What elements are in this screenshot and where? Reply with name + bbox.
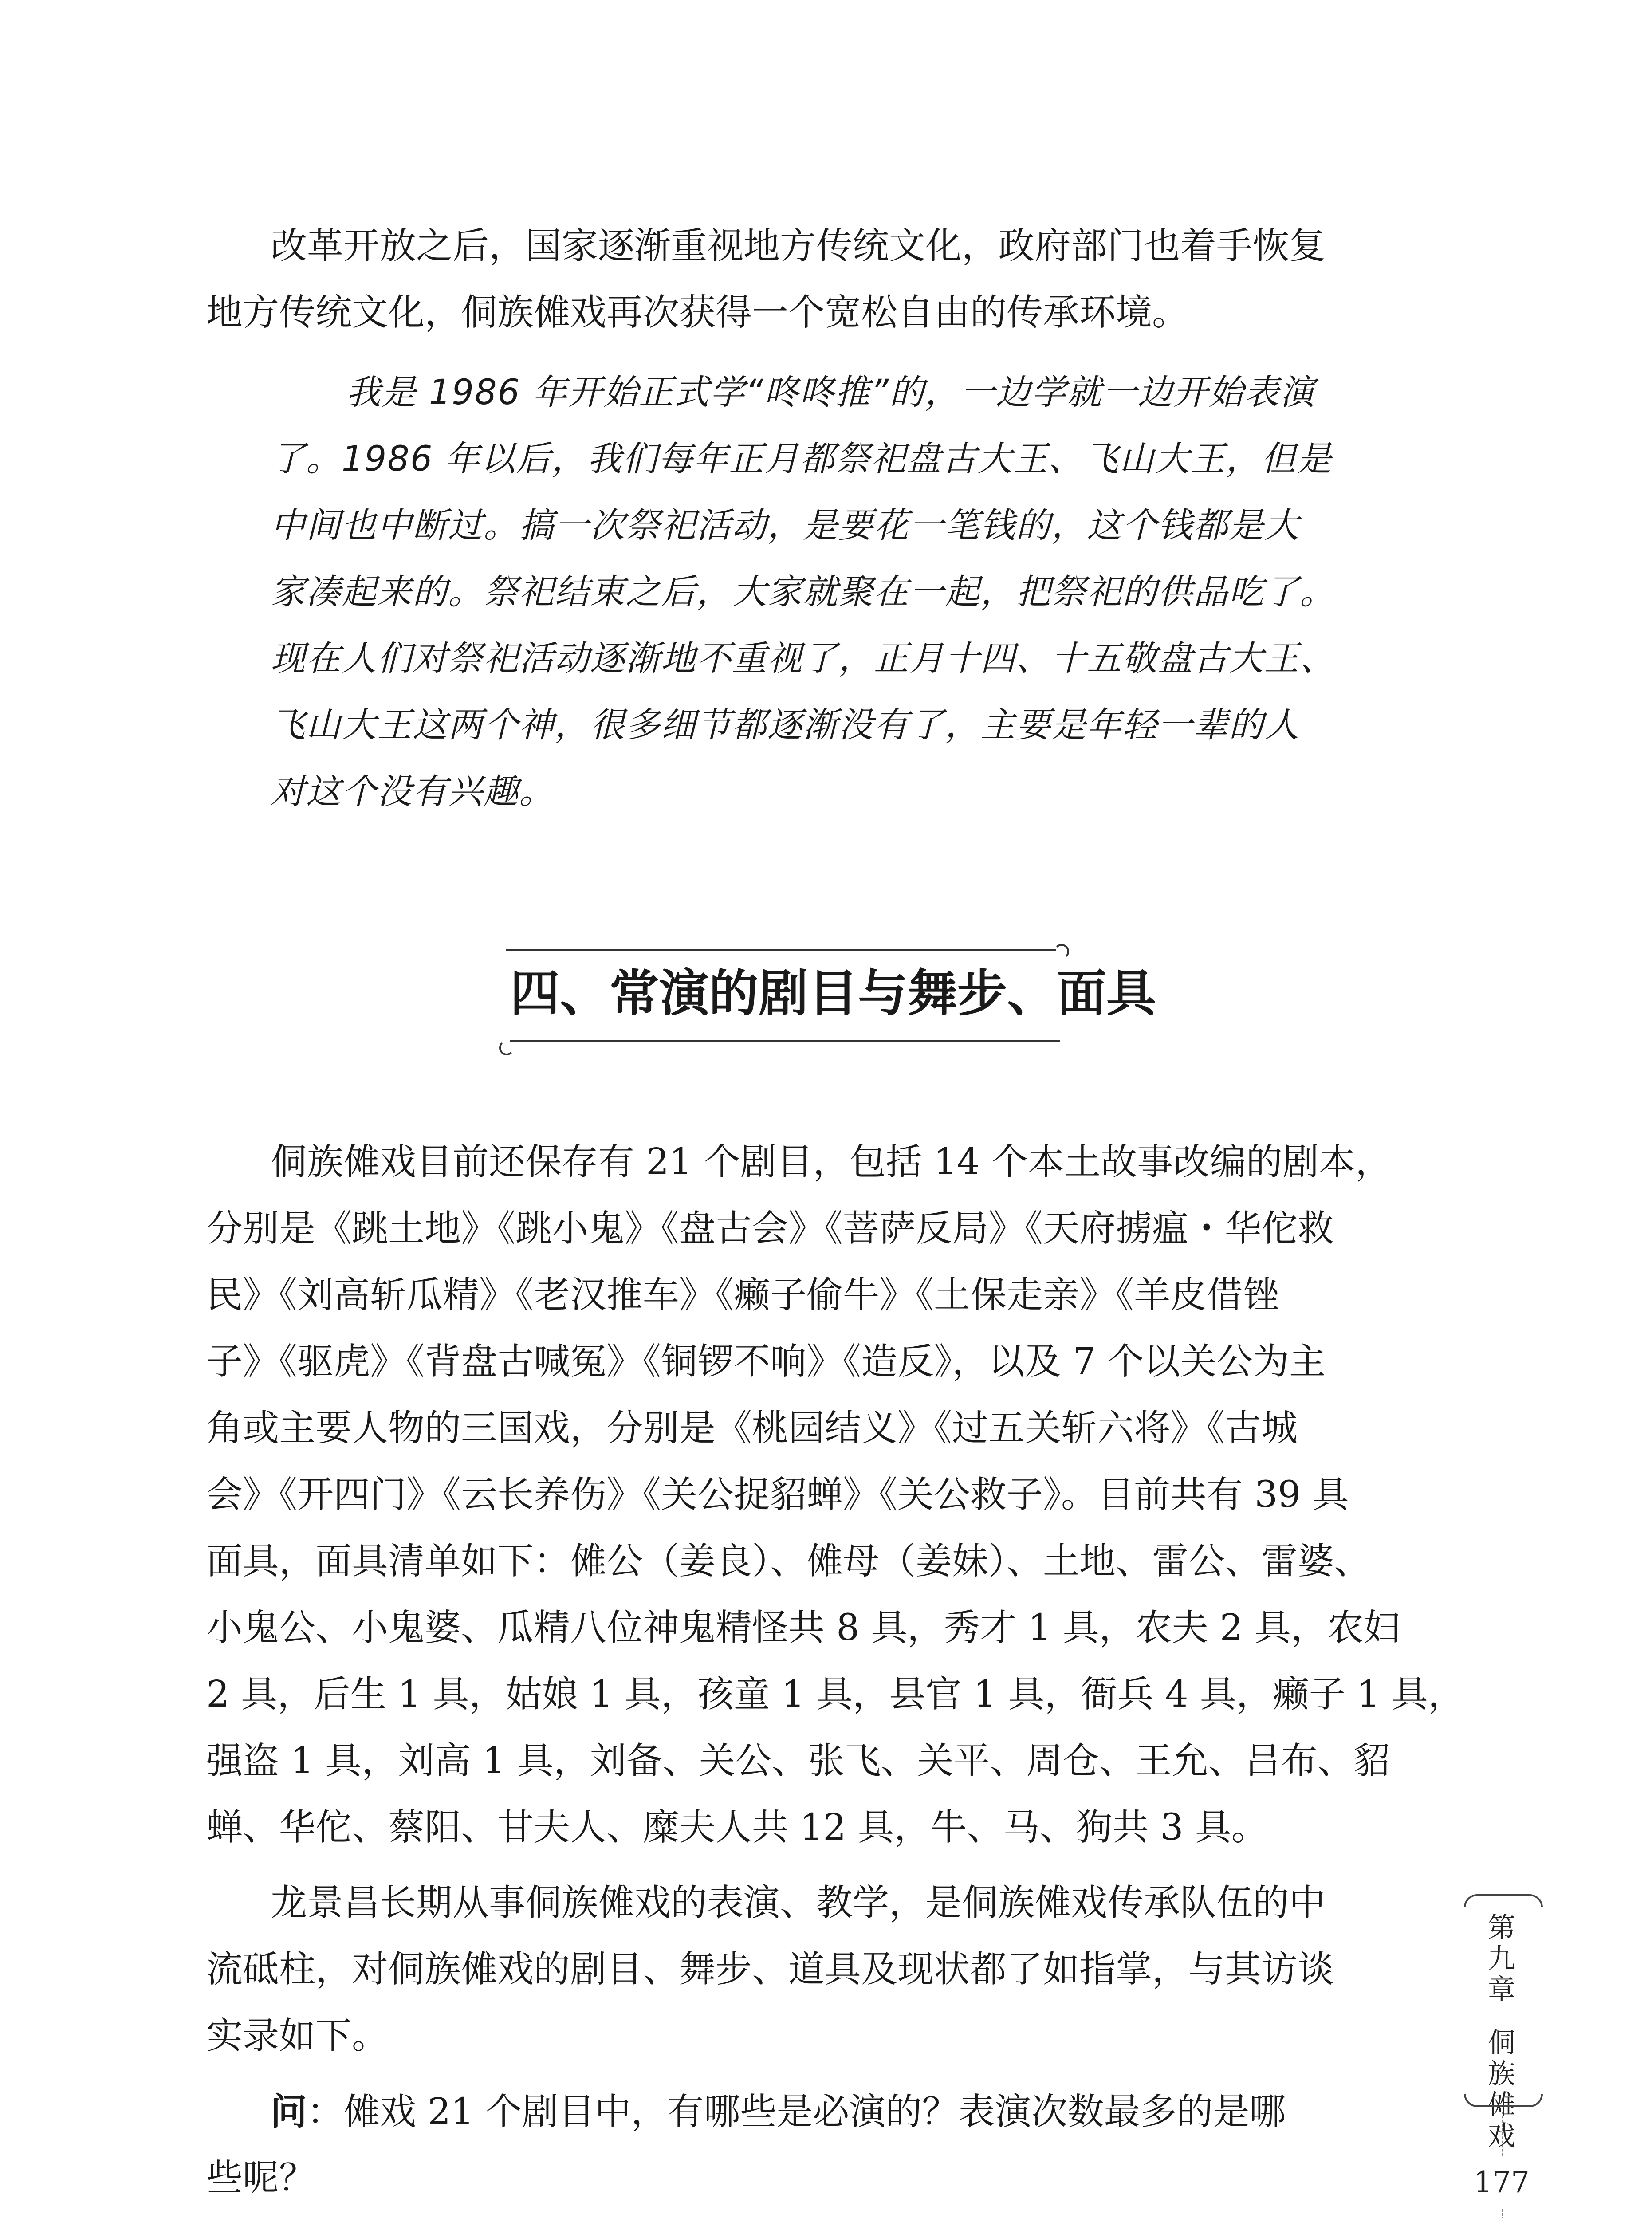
text-line: 流砥柱，对侗族傩戏的剧目、舞步、道具及现状都了如指掌，与其访谈 xyxy=(206,1948,1334,1990)
text-line: 地方传统文化，侗族傩戏再次获得一个宽松自由的传承环境。 xyxy=(206,291,1189,334)
question-line: 些呢？ xyxy=(206,2157,316,2199)
question-label: 问 xyxy=(271,2090,307,2133)
text-line: 2 具，后生 1 具，姑娘 1 具，孩童 1 具，县官 1 具，衙兵 4 具，癞子 1 具， xyxy=(206,1673,1465,1715)
text-line: 小鬼公、小鬼婆、瓜精八位神鬼精怪共 8 具，秀才 1 具，农夫 2 具，农妇 xyxy=(206,1607,1400,1649)
question-line xyxy=(271,2089,1442,2134)
heading-top-rule xyxy=(506,949,1056,951)
margin-dash-line xyxy=(1502,2209,1503,2218)
tab-chapter-title: 侗族傩戏 xyxy=(1487,2026,1515,2152)
quote-line: 飞山大王这两个神，很多细节都逐渐没有了，主要是年轻一辈的人 xyxy=(271,705,1300,745)
quote-line: 我是 1986 年开始正式学“咚咚推”的，一边学就一边开始表演 xyxy=(346,373,1315,413)
text-line: 龙景昌长期从事侗族傩戏的表演、教学，是侗族傩戏传承队伍的中 xyxy=(271,1882,1326,1924)
quote-line: 对这个没有兴趣。 xyxy=(271,772,555,812)
text-line: 强盗 1 具，刘高 1 具，刘备、关公、张飞、关平、周仓、王允、吕布、貂 xyxy=(206,1740,1390,1782)
text-line: 分别是《跳土地》《跳小鬼》《盘古会》《菩萨反局》《天府掳瘟・华佗救 xyxy=(206,1207,1334,1250)
quote-line: 了。1986 年以后，我们每年正月都祭祀盘古大王、飞山大王，但是 xyxy=(271,439,1333,479)
text-line: 实录如下。 xyxy=(206,2015,389,2057)
chapter-side-tab xyxy=(1464,1894,1539,2152)
tab-chapter-label: 第九章 xyxy=(1487,1911,1515,2006)
text-line: 面具，面具清单如下：傩公（姜良）、傩母（姜妹）、土地、雷公、雷婆、 xyxy=(206,1540,1371,1582)
question-text: ：傩戏 21 个剧目中，有哪些是必演的？表演次数最多的是哪 xyxy=(307,2091,1286,2133)
quote-line: 中间也中断过。搞一次祭祀活动，是要花一笔钱的，这个钱都是大 xyxy=(271,506,1300,546)
text-line: 子》《驱虎》《背盘古喊冤》《铜锣不响》《造反》，以及 7 个以关公为主 xyxy=(206,1341,1326,1383)
text-line: 侗族傩戏目前还保存有 21 个剧目，包括 14 个本土故事改编的剧本， xyxy=(271,1141,1392,1183)
text-line: 民》《刘高斩瓜精》《老汉推车》《癞子偷牛》《土保走亲》《羊皮借锉 xyxy=(206,1274,1280,1316)
quote-line: 现在人们对祭祀活动逐渐地不重视了，正月十四、十五敬盘古大王、 xyxy=(271,639,1336,679)
text-line: 角或主要人物的三国戏，分别是《桃园结义》《过五关斩六将》《古城 xyxy=(206,1407,1298,1449)
margin-dash-line xyxy=(1502,2112,1503,2156)
heading-bottom-curl xyxy=(499,1040,514,1055)
heading-top-curl xyxy=(1054,944,1069,959)
text-line: 会》《开四门》《云长养伤》《关公捉貂蝉》《关公救子》。目前共有 39 具 xyxy=(206,1474,1349,1516)
quote-line: 家凑起来的。祭祀结束之后，大家就聚在一起，把祭祀的供品吃了。 xyxy=(271,572,1336,612)
section-heading: 四、常演的剧目与舞步、面具 xyxy=(510,964,1156,1022)
tab-bracket-bottom xyxy=(1464,2094,1543,2107)
text-line: 改革开放之后，国家逐渐重视地方传统文化，政府部门也着手恢复 xyxy=(271,225,1326,267)
tab-bracket-top xyxy=(1464,1894,1543,1907)
heading-bottom-rule xyxy=(510,1040,1060,1042)
text-line: 蝉、华佗、蔡阳、甘夫人、糜夫人共 12 具，牛、马、狗共 3 具。 xyxy=(206,1806,1268,1848)
page-number: 177 xyxy=(1474,2165,1530,2199)
